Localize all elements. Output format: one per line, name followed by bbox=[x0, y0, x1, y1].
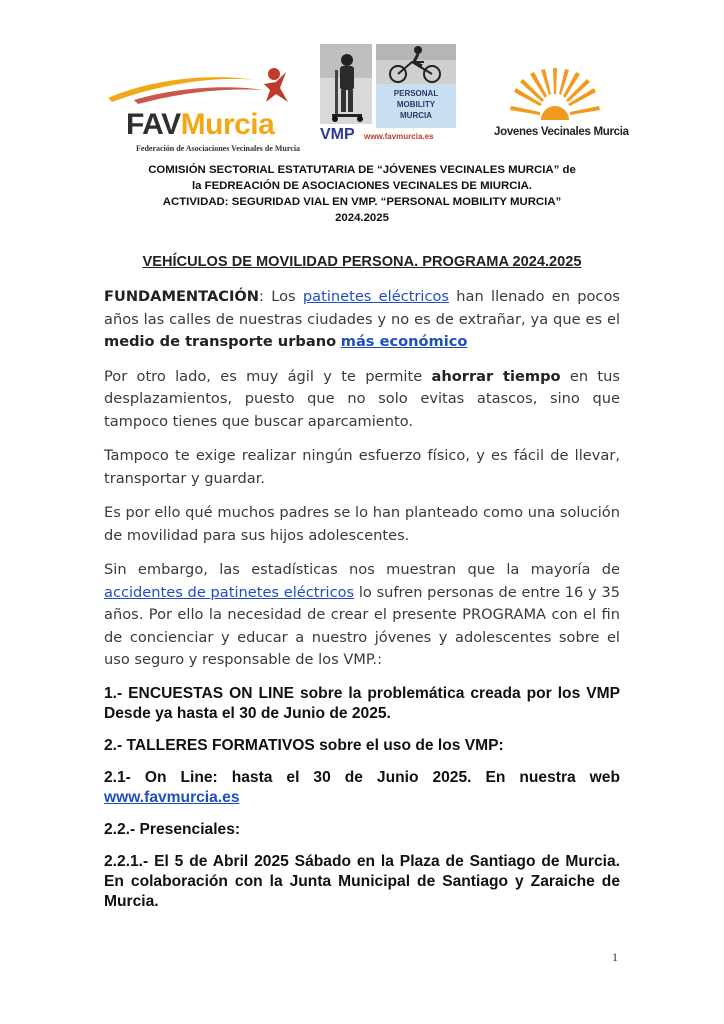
commission-line-4: 2024.2025 bbox=[335, 212, 389, 224]
fav-logo-name-accent: Murcia bbox=[180, 108, 275, 141]
paragraph-agilidad: Por otro lado, es muy ágil y te permite ahorrar tiempo en tus desplazamientos, puesto que no solo evitas atascos, sino que tampoco tienes que buscar aparcamiento. bbox=[104, 367, 620, 430]
page-number: 1 bbox=[612, 950, 618, 964]
commission-header bbox=[100, 162, 624, 226]
sun-icon bbox=[510, 64, 600, 122]
mas-economico-link[interactable]: más económico bbox=[340, 333, 468, 350]
jovenes-vecinales-logo bbox=[494, 64, 629, 148]
commission-line-2: la FEDREACIÓN DE ASOCIACIONES VECINALES DE MIURCIA. bbox=[191, 180, 533, 192]
vmp-url: www.favmurcia.es bbox=[364, 132, 434, 141]
accidentes-patinetes-link[interactable]: accidentes de patinetes eléctricos bbox=[104, 583, 355, 601]
jovenes-logo-label: Jovenes Vecinales Murcia bbox=[494, 126, 629, 138]
commission-line-1: COMISIÓN SECTORIAL ESTATUTARIA DE “JÓVENES VECINALES MURCIA” de bbox=[148, 164, 576, 176]
page-title: VEHÍCULOS DE MOVILIDAD PERSONA. PROGRAMA 2024.2025 bbox=[142, 254, 582, 270]
section-plaza-santiago: 2.2.1.- El 5 de Abril 2025 Sábado en la Plaza de Santiago de Murcia. En colaboración con la Junta Municipal de Santiago y Zaraiche de Murcia. bbox=[104, 852, 620, 910]
scooter-rider-icon bbox=[320, 44, 372, 124]
paragraph-padres: Es por ello qué muchos padres se lo han planteado como una solución de movilidad para sus hijos adolescentes. bbox=[104, 504, 620, 544]
paragraph-estadisticas: Sin embargo, las estadísticas nos muestran que la mayoría de accidentes de patinetes eléctricos lo sufren personas de entre 16 y 35 años. Por ello la necesidad de crear el presente PROGRAMA con el fin de concienciar y educar a nuestro jóvenes y adolescentes sobre el uso seguro y responsable de los VMP.: bbox=[104, 561, 620, 668]
section-talleres: 2.- TALLERES FORMATIVOS sobre el uso de los VMP: bbox=[104, 736, 504, 754]
cyclist-icon bbox=[376, 44, 456, 84]
personal-mobility-badge bbox=[376, 84, 456, 128]
ahorrar-tiempo-bold: ahorrar tiempo bbox=[431, 367, 561, 385]
section-online: 2.1- On Line: hasta el 30 de Junio 2025. En nuestra web www.favmurcia.es bbox=[104, 768, 620, 806]
fav-logo-name: FAVMurcia bbox=[126, 108, 275, 141]
bicycle-photo bbox=[376, 44, 456, 84]
badge-line-2: MOBILITY bbox=[396, 100, 436, 109]
header-logos bbox=[0, 40, 724, 153]
vmp-label: VMP bbox=[320, 126, 355, 143]
document-body bbox=[104, 286, 620, 924]
medio-transporte-bold: medio de transporte urbano bbox=[104, 333, 337, 350]
favmurcia-web-link[interactable]: www.favmurcia.es bbox=[104, 788, 240, 806]
fav-logo-subtitle: Federación de Asociaciones Vecinales de Murcia bbox=[136, 144, 301, 153]
commission-line-3: ACTIVIDAD: SEGURIDAD VIAL EN VMP. “PERSONAL MOBILITY MURCIA” bbox=[162, 196, 562, 208]
vmp-logo bbox=[320, 44, 456, 148]
fav-swoosh-icon bbox=[104, 64, 304, 104]
favmurcia-logo bbox=[104, 64, 304, 153]
scooter-photo bbox=[320, 44, 372, 124]
badge-line-1: PERSONAL bbox=[393, 89, 439, 98]
paragraph-fundamentacion: FUNDAMENTACIÓN: Los patinetes eléctricos han llenado en pocos años las calles de nuestras ciudades y no es de extrañar, ya que es el medio de transporte urbano más económico bbox=[104, 288, 620, 350]
fundamentacion-label: FUNDAMENTACIÓN bbox=[104, 288, 260, 305]
badge-line-3: MURCIA bbox=[400, 111, 432, 120]
patinetes-electricos-link[interactable]: patinetes eléctricos bbox=[302, 288, 450, 305]
section-presenciales: 2.2.- Presenciales: bbox=[104, 820, 241, 838]
paragraph-esfuerzo: Tampoco te exige realizar ningún esfuerzo físico, y es fácil de llevar, transportar y guardar. bbox=[104, 447, 620, 487]
section-encuestas: 1.- ENCUESTAS ON LINE sobre la problemática creada por los VMP Desde ya hasta el 30 de Junio de 2025. bbox=[104, 684, 620, 722]
